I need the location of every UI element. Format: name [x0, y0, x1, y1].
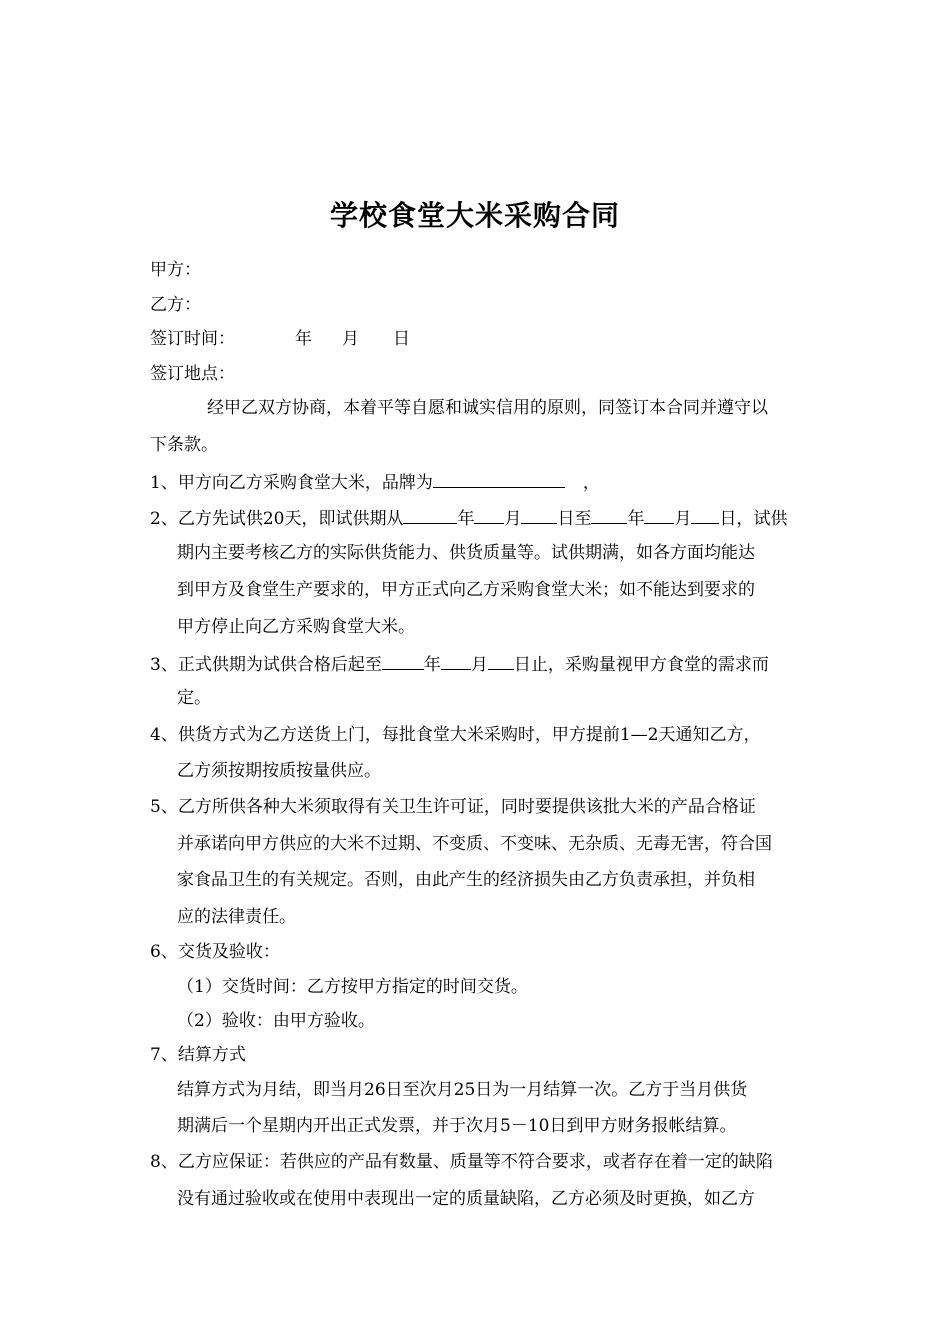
intro-line-2: 下条款。	[150, 435, 218, 455]
clause-6-item-1: （1）交货时间：乙方按甲方指定的时间交货。	[177, 977, 528, 997]
trial-end-year-blank	[591, 505, 627, 524]
clause-1-suffix: ，	[582, 473, 600, 493]
party-a-line: 甲方：	[150, 260, 201, 280]
sign-date-label: 签订时间：	[150, 329, 235, 349]
clause-2-month: 月	[504, 509, 522, 529]
clause-3-year: 年	[423, 655, 441, 675]
clause-8-line-2: 没有通过验收或在使用中表现出一定的质量缺陷，乙方必须及时更换，如乙方	[177, 1189, 755, 1209]
clause-6-title: 6、交货及验收：	[150, 942, 280, 962]
clause-3-end: 日止，采购量视甲方食堂的需求而	[513, 655, 769, 675]
sign-place-line: 签订地点：	[150, 364, 235, 384]
clause-2-year-2: 年	[627, 509, 645, 529]
formal-end-month-blank	[441, 651, 471, 670]
clause-1-text: 1、甲方向乙方采购食堂大米，品牌为	[150, 473, 433, 493]
clause-4-line-2: 乙方须按期按质按量供应。	[177, 761, 381, 781]
clause-6-item-2: （2）验收：由甲方验收。	[177, 1011, 375, 1031]
sign-date-year: 年	[295, 329, 312, 349]
clause-3-line-1	[150, 651, 769, 677]
clause-7-line-1: 结算方式为月结，即当月26日至次月25日为一月结算一次。乙方于当月供货	[177, 1080, 748, 1100]
clause-3-text: 3、正式供期为试供合格后起至	[150, 655, 382, 675]
clause-2-end: 日，试供	[719, 509, 788, 529]
clause-5-line-1: 5、乙方所供各种大米须取得有关卫生许可证，同时要提供该批大米的产品合格证	[150, 797, 756, 817]
clause-3-month: 月	[470, 655, 488, 675]
clause-2-text: 2、乙方先试供20天，即试供期从	[150, 509, 404, 529]
clause-2-line-2: 期内主要考核乙方的实际供货能力、供货质量等。试供期满，如各方面均能达	[177, 543, 755, 563]
trial-start-day-blank	[521, 505, 557, 524]
clause-2-month-2: 月	[674, 509, 692, 529]
clause-2-year: 年	[457, 509, 475, 529]
clause-5-line-2: 并承诺向甲方供应的大米不过期、不变质、不变味、无杂质、无毒无害，符合国	[177, 834, 772, 854]
trial-start-month-blank	[474, 505, 504, 524]
clause-5-line-4: 应的法律责任。	[177, 907, 296, 927]
clause-2-line-4: 甲方停止向乙方采购食堂大米。	[177, 617, 415, 637]
formal-end-year-blank	[382, 651, 424, 670]
trial-end-month-blank	[644, 505, 674, 524]
clause-3-line-2: 定。	[177, 688, 211, 708]
clause-2-to: 日至	[557, 509, 592, 529]
sign-date-month: 月	[342, 329, 359, 349]
trial-start-year-blank	[403, 505, 457, 524]
clause-2-line-3: 到甲方及食堂生产要求的，甲方正式向乙方采购食堂大米；如不能达到要求的	[177, 580, 755, 600]
intro-line-1: 经甲乙双方协商，本着平等自愿和诚实信用的原则，同签订本合同并遵守以	[207, 398, 768, 418]
clause-7-line-2: 期满后一个星期内开出正式发票，并于次月5－10日到甲方财务报帐结算。	[177, 1116, 737, 1136]
sign-date-line	[150, 327, 410, 351]
party-b-line: 乙方：	[150, 295, 201, 315]
trial-end-day-blank	[691, 505, 719, 524]
clause-7-title: 7、结算方式	[150, 1045, 246, 1065]
page-title: 学校食堂大米采购合同	[329, 199, 620, 232]
clause-4-line-1: 4、供货方式为乙方送货上门，每批食堂大米采购时，甲方提前1—2天通知乙方，	[150, 725, 761, 745]
sign-date-day: 日	[393, 329, 410, 349]
clause-2-line-1	[150, 505, 787, 531]
clause-8-line-1: 8、乙方应保证：若供应的产品有数量、质量等不符合要求，或者存在着一定的缺陷	[150, 1152, 773, 1172]
brand-blank	[433, 469, 565, 488]
clause-5-line-3: 家食品卫生的有关规定。否则，由此产生的经济损失由乙方负责承担，并负相	[177, 870, 755, 890]
clause-1	[150, 469, 600, 495]
formal-end-day-blank	[488, 651, 514, 670]
